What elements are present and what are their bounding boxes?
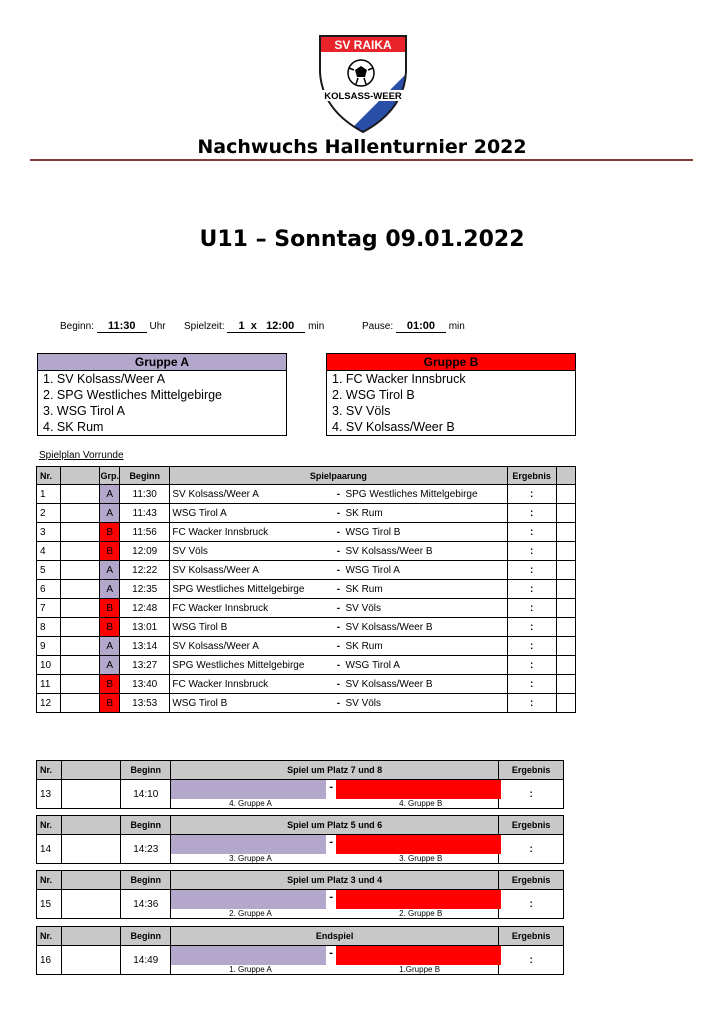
group-badge: A xyxy=(100,561,120,580)
header-nr: Nr. xyxy=(37,927,62,946)
blank-cell xyxy=(61,694,100,713)
header-nr: Nr. xyxy=(37,761,62,780)
blank-cell xyxy=(61,504,100,523)
header-blank xyxy=(61,467,100,485)
versus-dash: - xyxy=(333,580,343,599)
final-header-row xyxy=(37,871,564,890)
begin-label: Beginn: xyxy=(60,321,94,332)
extra-cell xyxy=(556,561,575,580)
header-nr: Nr. xyxy=(37,871,62,890)
pause-value: 01:00 xyxy=(396,320,446,333)
final-header-row xyxy=(37,927,564,946)
blank-cell xyxy=(61,485,100,504)
group-b-box xyxy=(326,353,576,436)
home-team: WSG Tirol B xyxy=(170,618,334,637)
home-team: SV Kolsass/Weer A xyxy=(170,561,334,580)
header-begin: Beginn xyxy=(121,761,171,780)
group-badge: B xyxy=(100,618,120,637)
header-nr: Nr. xyxy=(37,467,61,485)
start-time: 11:56 xyxy=(120,523,170,542)
match-number: 7 xyxy=(37,599,61,618)
away-team: SV Kolsass/Weer B xyxy=(343,618,507,637)
final-row xyxy=(37,835,564,864)
header-extra xyxy=(556,467,575,485)
home-team: WSG Tirol B xyxy=(170,694,334,713)
result-field[interactable]: : xyxy=(507,485,556,504)
group-a-title: Gruppe A xyxy=(38,354,286,371)
final-title: Endspiel xyxy=(171,927,499,946)
start-time: 12:22 xyxy=(120,561,170,580)
table-row xyxy=(37,542,576,561)
match-number: 9 xyxy=(37,637,61,656)
start-time: 12:35 xyxy=(120,580,170,599)
away-team: SK Rum xyxy=(343,504,507,523)
extra-cell xyxy=(556,599,575,618)
header-blank xyxy=(61,761,120,780)
start-time: 12:09 xyxy=(120,542,170,561)
versus-dash: - xyxy=(329,947,333,959)
table-row xyxy=(37,637,576,656)
extra-cell xyxy=(556,485,575,504)
match-number: 8 xyxy=(37,618,61,637)
blank-cell xyxy=(61,599,100,618)
away-team: WSG Tirol A xyxy=(343,656,507,675)
start-time: 11:43 xyxy=(120,504,170,523)
extra-cell xyxy=(556,656,575,675)
group-badge: B xyxy=(100,542,120,561)
result-field[interactable]: : xyxy=(507,523,556,542)
group-a-team: 2. SPG Westliches Mittelgebirge xyxy=(43,388,223,402)
versus-dash: - xyxy=(333,637,343,656)
header-pairing: Spielpaarung xyxy=(170,467,507,485)
schedule-label: Spielplan Vorrunde xyxy=(39,450,124,461)
table-row xyxy=(37,599,576,618)
event-subtitle: U11 – Sonntag 09.01.2022 xyxy=(199,227,525,252)
result-field[interactable]: : xyxy=(507,618,556,637)
header-blank xyxy=(61,927,120,946)
final-title: Spiel um Platz 7 und 8 xyxy=(171,761,499,780)
blank-cell xyxy=(61,637,100,656)
group-b-bar xyxy=(336,835,501,854)
group-badge: B xyxy=(100,694,120,713)
home-team: FC Wacker Innsbruck xyxy=(170,675,334,694)
away-team: SV Kolsass/Weer B xyxy=(343,542,507,561)
blank-cell xyxy=(61,656,100,675)
start-time: 13:14 xyxy=(120,637,170,656)
versus-dash: - xyxy=(333,542,343,561)
playtime-setting xyxy=(184,320,324,333)
playtime-value: 1 x 12:00 xyxy=(227,320,305,333)
versus-dash: - xyxy=(333,599,343,618)
away-team: WSG Tirol A xyxy=(343,561,507,580)
blank-cell xyxy=(61,618,100,637)
start-time: 14:23 xyxy=(121,835,171,864)
match-number: 14 xyxy=(37,835,62,864)
final-row xyxy=(37,946,564,975)
final-pairing xyxy=(171,946,499,975)
match-number: 15 xyxy=(37,890,62,919)
table-row xyxy=(37,485,576,504)
group-badge: A xyxy=(100,637,120,656)
result-field[interactable]: : xyxy=(499,835,564,864)
extra-cell xyxy=(556,694,575,713)
final-row xyxy=(37,780,564,809)
final-match-table xyxy=(36,870,564,919)
group-b-bar xyxy=(336,780,501,799)
extra-cell xyxy=(556,542,575,561)
extra-cell xyxy=(556,523,575,542)
blank-cell xyxy=(61,580,100,599)
playtime-label: Spielzeit: xyxy=(184,321,225,332)
group-b-team: 3. SV Völs xyxy=(332,404,391,418)
begin-setting xyxy=(60,320,166,333)
header-blank xyxy=(61,816,120,835)
result-field[interactable]: : xyxy=(507,599,556,618)
group-badge: A xyxy=(100,485,120,504)
result-field[interactable]: : xyxy=(507,542,556,561)
match-number: 13 xyxy=(37,780,62,809)
start-time: 12:48 xyxy=(120,599,170,618)
table-row xyxy=(37,523,576,542)
schedule-table xyxy=(36,466,576,713)
table-row xyxy=(37,561,576,580)
header-result: Ergebnis xyxy=(499,871,564,890)
group-b-title: Gruppe B xyxy=(327,354,575,371)
header-blank xyxy=(61,871,120,890)
versus-dash: - xyxy=(333,694,343,713)
blank-cell xyxy=(61,675,100,694)
away-team: SK Rum xyxy=(343,637,507,656)
final-match-table xyxy=(36,760,564,809)
group-a-placeholder: 4. Gruppe A xyxy=(229,799,272,808)
club-logo xyxy=(316,30,410,134)
header-result: Ergebnis xyxy=(499,816,564,835)
versus-dash: - xyxy=(333,523,343,542)
extra-cell xyxy=(556,504,575,523)
group-a-bar xyxy=(171,780,326,799)
start-time: 13:53 xyxy=(120,694,170,713)
header-result: Ergebnis xyxy=(499,927,564,946)
group-a-team: 1. SV Kolsass/Weer A xyxy=(43,372,166,386)
versus-dash: - xyxy=(333,485,343,504)
group-a-bar xyxy=(171,946,326,965)
group-badge: A xyxy=(100,580,120,599)
header-begin: Beginn xyxy=(121,816,171,835)
logo-top-text: SV RAIKA xyxy=(334,38,392,52)
group-a-placeholder: 2. Gruppe A xyxy=(229,909,272,918)
home-team: SV Kolsass/Weer A xyxy=(170,637,334,656)
begin-unit: Uhr xyxy=(149,321,166,332)
table-row xyxy=(37,694,576,713)
match-number: 4 xyxy=(37,542,61,561)
blank-cell xyxy=(61,542,100,561)
group-a-team: 3. WSG Tirol A xyxy=(43,404,125,418)
group-a-team: 4. SK Rum xyxy=(43,420,104,434)
group-b-bar xyxy=(336,890,501,909)
versus-dash: - xyxy=(329,781,333,793)
away-team: SV Völs xyxy=(343,599,507,618)
group-b-placeholder: 1.Gruppe B xyxy=(399,965,441,974)
group-a-box xyxy=(37,353,287,436)
blank-cell xyxy=(61,835,120,864)
match-number: 10 xyxy=(37,656,61,675)
match-number: 6 xyxy=(37,580,61,599)
header-begin: Beginn xyxy=(120,467,170,485)
home-team: SPG Westliches Mittelgebirge xyxy=(170,656,334,675)
result-field[interactable]: : xyxy=(499,780,564,809)
home-team: SV Völs xyxy=(170,542,334,561)
home-team: SV Kolsass/Weer A xyxy=(170,485,334,504)
blank-cell xyxy=(61,946,120,975)
group-badge: B xyxy=(100,675,120,694)
match-number: 5 xyxy=(37,561,61,580)
final-pairing xyxy=(171,780,499,809)
group-b-placeholder: 2. Gruppe B xyxy=(399,909,443,918)
title-divider xyxy=(30,159,693,161)
schedule-header-row xyxy=(37,467,576,485)
group-badge: B xyxy=(100,523,120,542)
header-begin: Beginn xyxy=(121,927,171,946)
away-team: SV Kolsass/Weer B xyxy=(343,675,507,694)
versus-dash: - xyxy=(333,618,343,637)
group-b-placeholder: 4. Gruppe B xyxy=(399,799,443,808)
group-b-team: 2. WSG Tirol B xyxy=(332,388,415,402)
match-number: 12 xyxy=(37,694,61,713)
start-time: 14:49 xyxy=(121,946,171,975)
header-begin: Beginn xyxy=(121,871,171,890)
start-time: 13:40 xyxy=(120,675,170,694)
start-time: 14:10 xyxy=(121,780,171,809)
versus-dash: - xyxy=(333,561,343,580)
final-header-row xyxy=(37,816,564,835)
blank-cell xyxy=(61,561,100,580)
result-field[interactable]: : xyxy=(507,637,556,656)
pause-unit: min xyxy=(448,321,465,332)
table-row xyxy=(37,675,576,694)
final-pairing xyxy=(171,835,499,864)
result-field[interactable]: : xyxy=(507,504,556,523)
blank-cell xyxy=(61,780,120,809)
away-team: SV Völs xyxy=(343,694,507,713)
final-title: Spiel um Platz 3 und 4 xyxy=(171,871,499,890)
final-match-table xyxy=(36,815,564,864)
begin-value: 11:30 xyxy=(97,320,147,333)
start-time: 14:36 xyxy=(121,890,171,919)
home-team: WSG Tirol A xyxy=(170,504,334,523)
versus-dash: - xyxy=(329,891,333,903)
header-result: Ergebnis xyxy=(507,467,556,485)
extra-cell xyxy=(556,675,575,694)
group-badge: A xyxy=(100,504,120,523)
versus-dash: - xyxy=(329,836,333,848)
final-row xyxy=(37,890,564,919)
group-b-team: 4. SV Kolsass/Weer B xyxy=(332,420,455,434)
group-a-bar xyxy=(171,835,326,854)
away-team: WSG Tirol B xyxy=(343,523,507,542)
table-row xyxy=(37,580,576,599)
result-field[interactable]: : xyxy=(507,561,556,580)
match-number: 11 xyxy=(37,675,61,694)
match-number: 3 xyxy=(37,523,61,542)
final-pairing xyxy=(171,890,499,919)
match-number: 16 xyxy=(37,946,62,975)
away-team: SK Rum xyxy=(343,580,507,599)
table-row xyxy=(37,504,576,523)
page-title: Nachwuchs Hallenturnier 2022 xyxy=(197,136,527,158)
group-a-placeholder: 1. Gruppe A xyxy=(229,965,272,974)
group-badge: A xyxy=(100,656,120,675)
group-badge: B xyxy=(100,599,120,618)
result-field[interactable]: : xyxy=(499,946,564,975)
start-time: 13:27 xyxy=(120,656,170,675)
final-header-row xyxy=(37,761,564,780)
versus-dash: - xyxy=(333,656,343,675)
result-field[interactable]: : xyxy=(507,656,556,675)
result-field[interactable]: : xyxy=(507,694,556,713)
extra-cell xyxy=(556,580,575,599)
start-time: 13:01 xyxy=(120,618,170,637)
logo-bottom-text: KOLSASS-WEER xyxy=(324,91,402,102)
table-row xyxy=(37,656,576,675)
result-field[interactable]: : xyxy=(507,580,556,599)
versus-dash: - xyxy=(333,504,343,523)
group-a-placeholder: 3. Gruppe A xyxy=(229,854,272,863)
match-number: 1 xyxy=(37,485,61,504)
group-b-bar xyxy=(336,946,501,965)
group-b-placeholder: 3. Gruppe B xyxy=(399,854,443,863)
result-field[interactable]: : xyxy=(507,675,556,694)
home-team: FC Wacker Innsbruck xyxy=(170,523,334,542)
start-time: 11:30 xyxy=(120,485,170,504)
pause-setting xyxy=(362,320,465,333)
group-a-bar xyxy=(171,890,326,909)
header-result: Ergebnis xyxy=(499,761,564,780)
match-number: 2 xyxy=(37,504,61,523)
playtime-unit: min xyxy=(308,321,325,332)
group-b-team: 1. FC Wacker Innsbruck xyxy=(332,372,466,386)
home-team: FC Wacker Innsbruck xyxy=(170,599,334,618)
extra-cell xyxy=(556,637,575,656)
final-match-table xyxy=(36,926,564,975)
final-title: Spiel um Platz 5 und 6 xyxy=(171,816,499,835)
pause-label: Pause: xyxy=(362,321,394,332)
table-row xyxy=(37,618,576,637)
home-team: SPG Westliches Mittelgebirge xyxy=(170,580,334,599)
away-team: SPG Westliches Mittelgebirge xyxy=(343,485,507,504)
blank-cell xyxy=(61,890,120,919)
header-grp: Grp. xyxy=(100,467,120,485)
extra-cell xyxy=(556,618,575,637)
result-field[interactable]: : xyxy=(499,890,564,919)
blank-cell xyxy=(61,523,100,542)
header-nr: Nr. xyxy=(37,816,62,835)
versus-dash: - xyxy=(333,675,343,694)
